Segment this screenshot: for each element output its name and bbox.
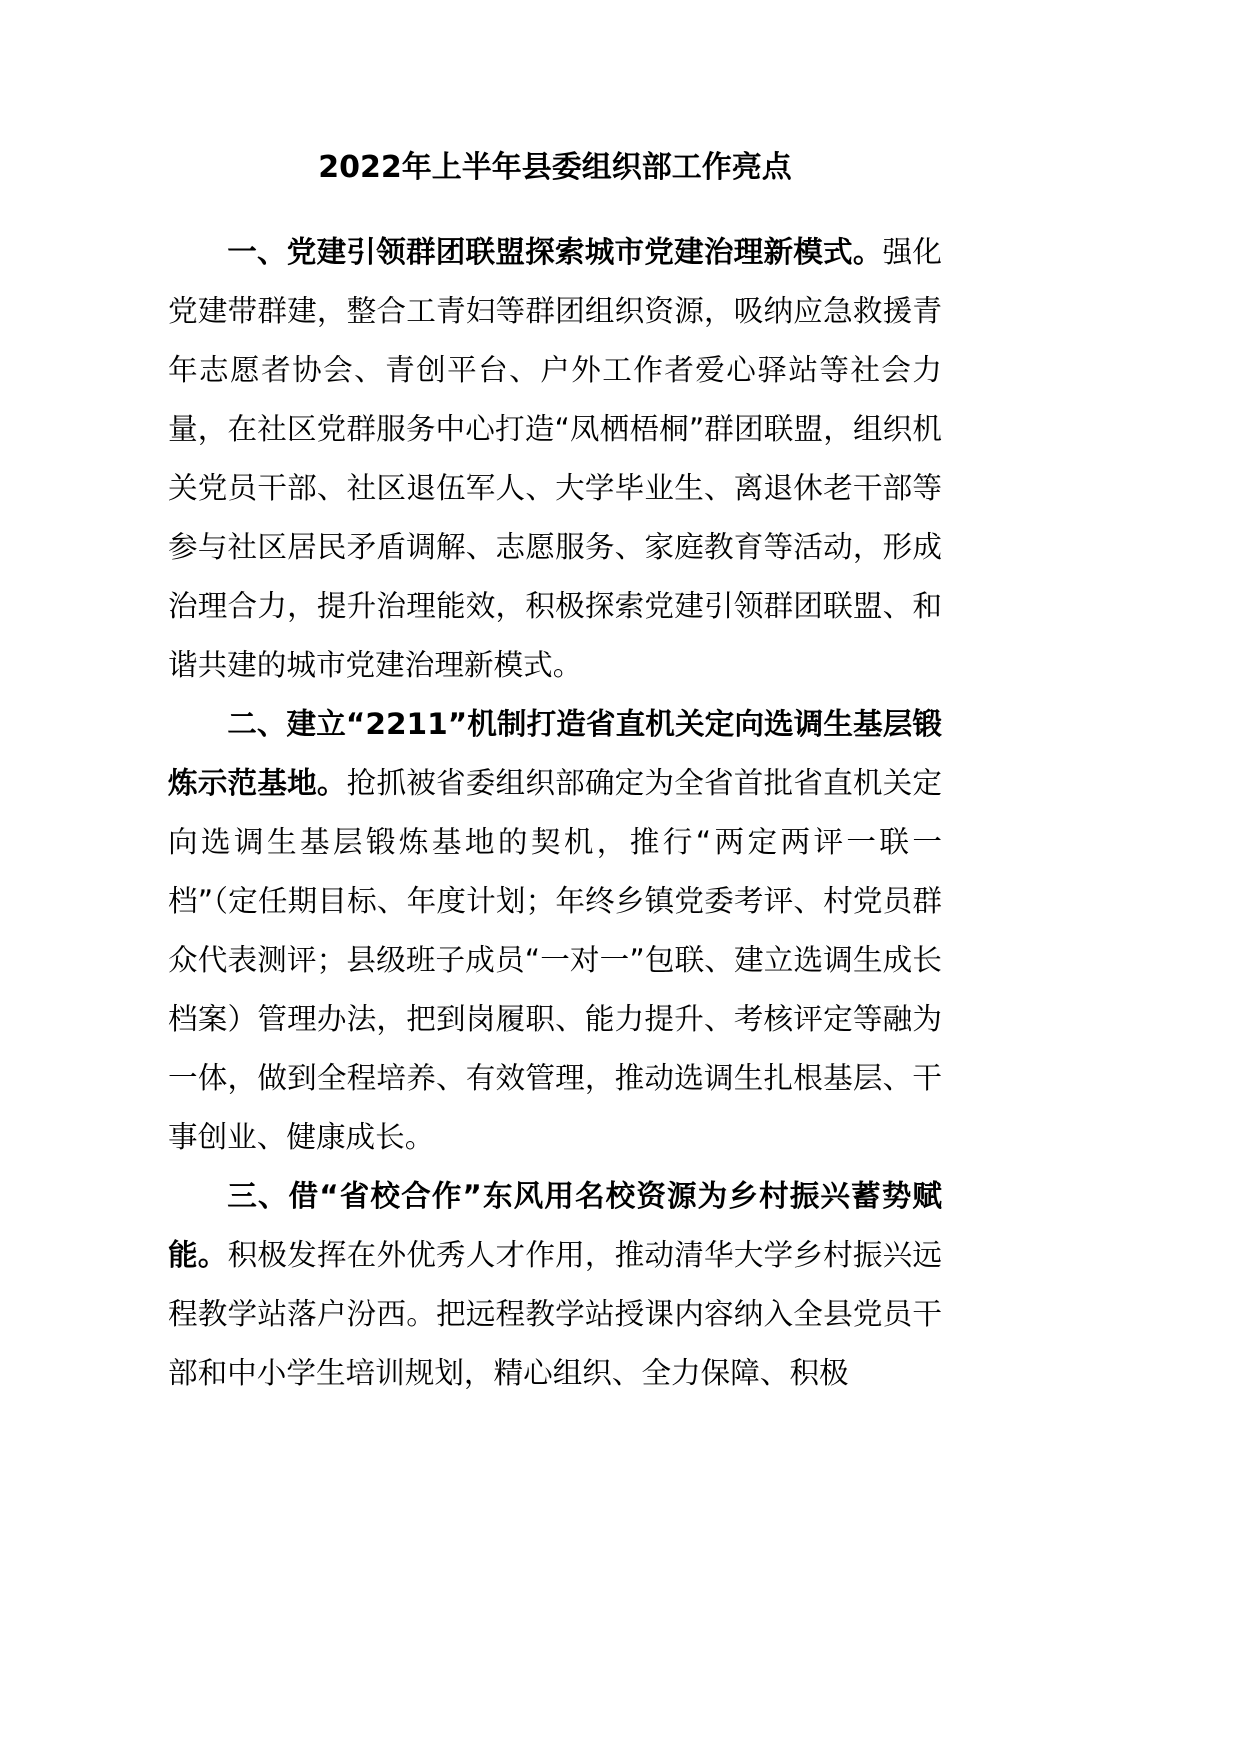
section-2-body: 抢抓被省委组织部确定为全省首批省直机关定向选调生基层锻炼基地的契机，推行“两定两评一联一档”（定任期目标、年度计划；年终乡镇党委考评、村党员群众代表测评；县级班子成员“一对一”包联、建立选调生成长档案）管理办法，把到岗履职、能力提升、考核评定等融为一体，做到全程培养、有效管理，推动选调生扎根基层、干事创业、健康成长。 [168,766,943,1154]
document-body [168,223,942,1403]
section-2-heading: 二、建立“2211”机制打造省直机关定向选调生基层锻炼示范基地。 [168,707,942,800]
section-1 [168,223,942,695]
section-3 [168,1167,942,1403]
section-1-body: 强化党建带群建，整合工青妇等群团组织资源，吸纳应急救援青年志愿者协会、青创平台、户外工作者爱心驿站等社会力量，在社区党群服务中心打造“凤栖梧桐”群团联盟，组织机关党员干部、社区退伍军人、大学毕业生、离退休老干部等参与社区居民矛盾调解、志愿服务、家庭教育等活动，形成治理合力，提升治理能效，积极探索党建引领群团联盟、和谐共建的城市党建治理新模式。 [168,235,943,682]
section-1-heading: 一、党建引领群团联盟探索城市党建治理新模式。 [227,235,883,269]
section-2 [168,695,942,1167]
section-3-heading: 三、借“省校合作”东风用名校资源为乡村振兴蓄势赋能。 [168,1179,942,1272]
section-3-body: 积极发挥在外优秀人才作用，推动清华大学乡村振兴远程教学站落户汾西。把远程教学站授课内容纳入全县党员干部和中小学生培训规划，精心组织、全力保障、积极 [168,1238,943,1390]
document-title: 2022年上半年县委组织部工作亮点 [318,150,792,185]
